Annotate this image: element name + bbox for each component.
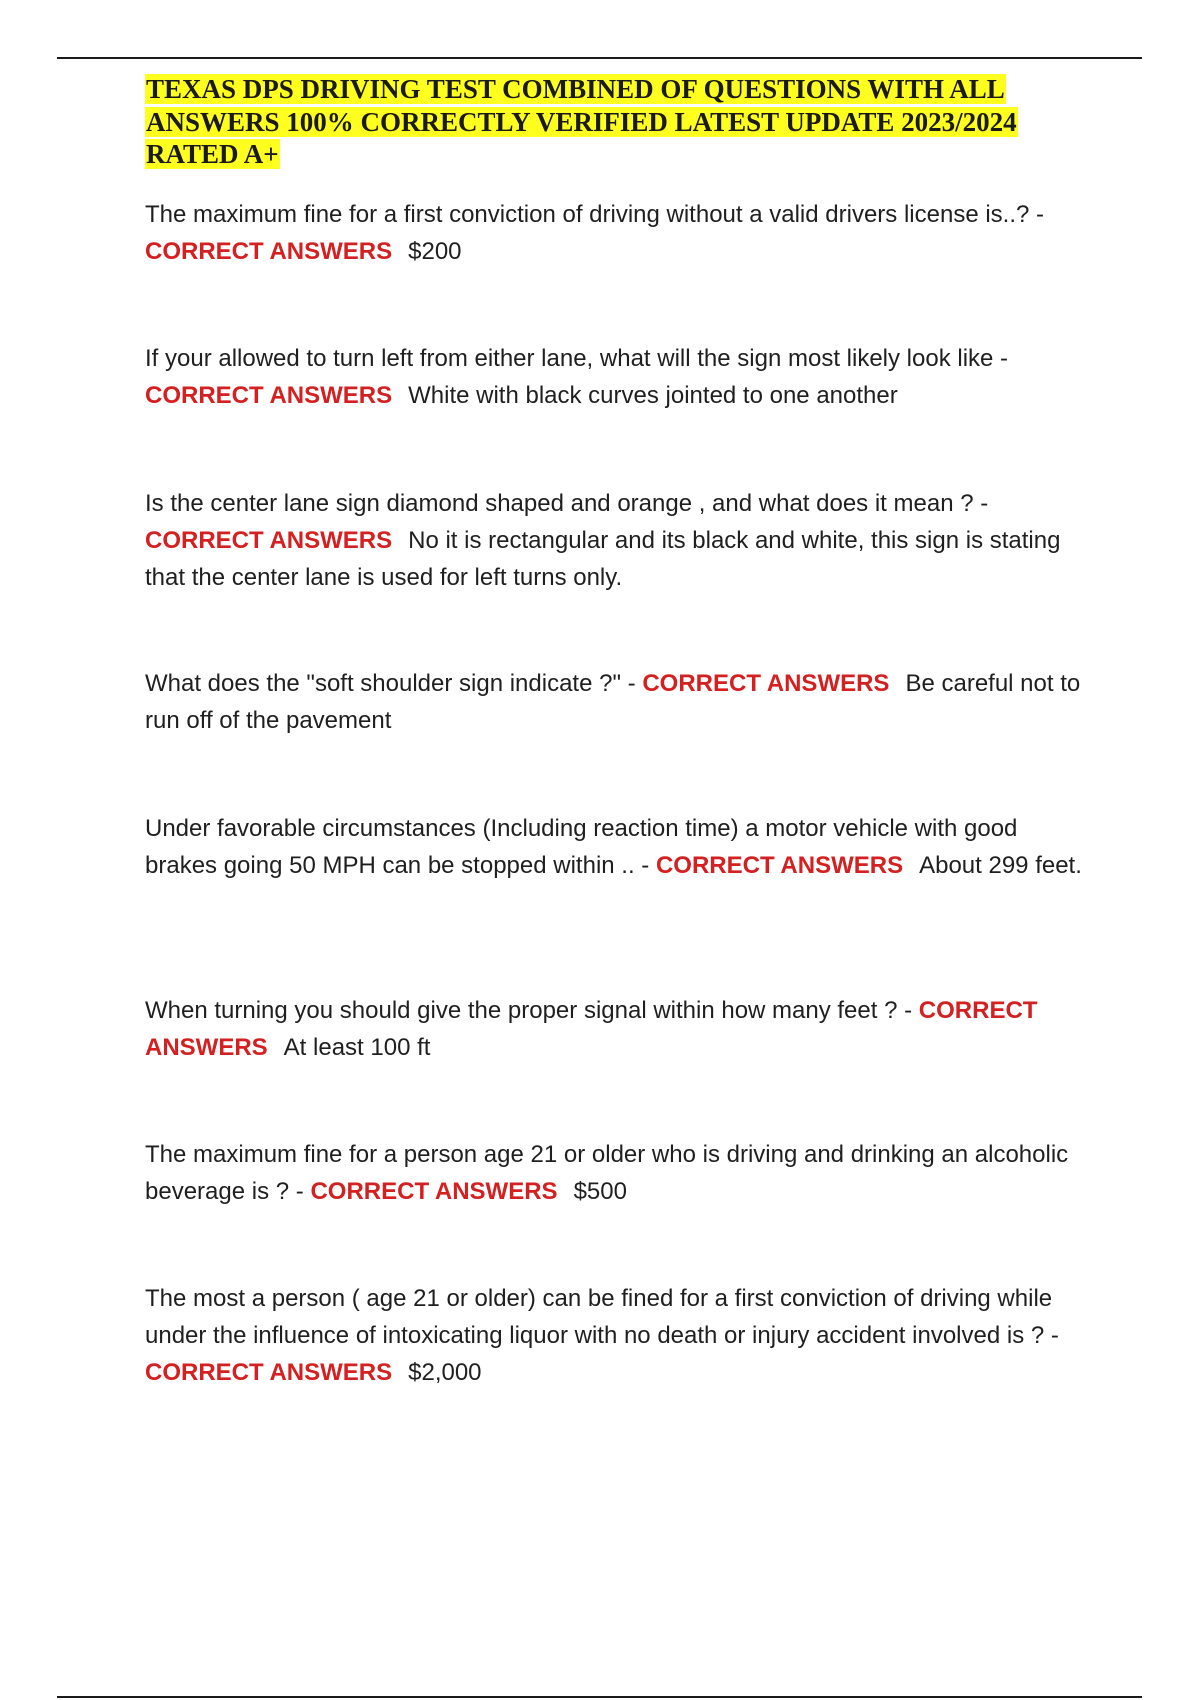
qa-item-8 <box>145 1280 1090 1391</box>
bottom-divider <box>57 1696 1142 1698</box>
question-text: When turning you should give the proper signal within how many feet ? <box>145 997 898 1024</box>
qa-item-5 <box>145 810 1090 884</box>
correct-answers-label: CORRECT ANSWERS <box>145 238 393 265</box>
top-divider <box>57 57 1142 59</box>
qa-item-1 <box>145 196 1090 270</box>
correct-answers-label: CORRECT ANSWERS <box>145 382 393 409</box>
question-text: The maximum fine for a person age 21 or older who is driving and drinking an alcoholic beverage is ? <box>145 1141 1069 1205</box>
title-highlight: TEXAS DPS DRIVING TEST COMBINED OF QUESTIONS WITH ALL ANSWERS 100% CORRECTLY VERIFIED LATEST UPDATE 2023/2024 RATED A+ <box>146 74 1017 169</box>
question-text: Is the center lane sign diamond shaped and orange , and what does it mean ? <box>145 490 974 517</box>
document-title <box>145 73 1095 171</box>
answer-text: $500 <box>573 1178 627 1205</box>
separator: - <box>295 1178 304 1205</box>
correct-answers-label: CORRECT ANSWERS <box>145 997 1038 1061</box>
separator: - <box>1000 345 1009 372</box>
answer-text: No it is rectangular and its black and white, this sign is stating that the center lane is used for left turns only. <box>145 527 1061 591</box>
qa-item-2 <box>145 340 1090 414</box>
qa-item-3 <box>145 485 1090 596</box>
correct-answers-label: CORRECT ANSWERS <box>145 527 393 554</box>
question-text: If your allowed to turn left from either lane, what will the sign most likely look like <box>145 345 994 372</box>
question-text: Under favorable circumstances (Including reaction time) a motor vehicle with good brakes going 50 MPH can be stopped within .. <box>145 815 1018 879</box>
answer-text: $200 <box>408 238 462 265</box>
separator: - <box>1050 1322 1059 1349</box>
question-text: What does the "soft shoulder sign indicate ?" <box>145 670 621 697</box>
separator: - <box>1036 201 1045 228</box>
qa-item-7 <box>145 1136 1090 1210</box>
correct-answers-label: CORRECT ANSWERS <box>310 1178 558 1205</box>
answer-text: Be careful not to run off of the pavement <box>145 670 1081 734</box>
correct-answers-label: CORRECT ANSWERS <box>642 670 890 697</box>
answer-text: At least 100 ft <box>283 1034 431 1061</box>
question-text: The most a person ( age 21 or older) can be fined for a first conviction of driving while under the influence of intoxicating liquor with no death or injury accident involved is ? <box>145 1285 1053 1349</box>
separator: - <box>627 670 636 697</box>
separator: - <box>641 852 650 879</box>
question-text: The maximum fine for a first conviction of driving without a valid drivers license is..? <box>145 201 1030 228</box>
answer-text: White with black curves jointed to one another <box>408 382 898 409</box>
correct-answers-label: CORRECT ANSWERS <box>655 852 904 879</box>
answer-text: About 299 feet. <box>919 852 1082 879</box>
qa-item-6 <box>145 992 1090 1066</box>
separator: - <box>980 490 989 517</box>
correct-answers-label: CORRECT ANSWERS <box>145 1359 393 1386</box>
answer-text: $2,000 <box>408 1359 482 1386</box>
separator: - <box>904 997 913 1024</box>
qa-item-4 <box>145 665 1090 739</box>
